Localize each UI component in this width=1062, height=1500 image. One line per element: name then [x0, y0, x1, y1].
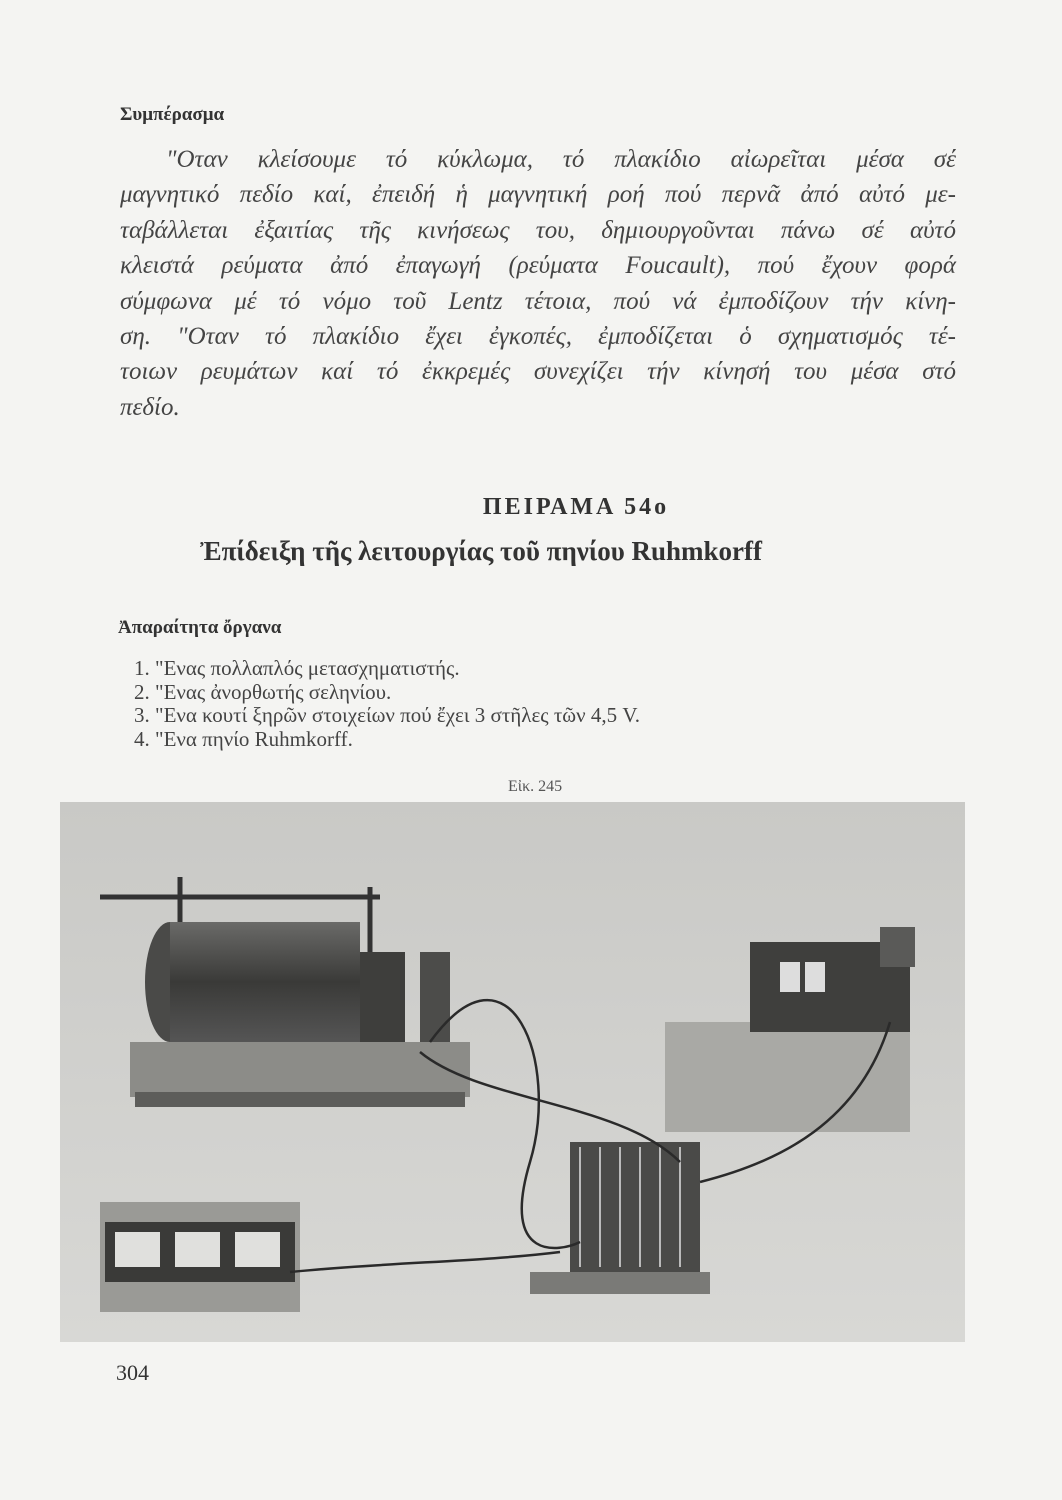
figure-caption: Εἰκ. 245 — [508, 778, 563, 795]
paragraph-line: κλειστά ρεύματα ἀπό ἐπαγωγή (ρεύματα Foucault), πού ἔχουν φορά — [120, 252, 956, 280]
requirements-heading: Ἀπαραίτητα ὄργανα — [118, 617, 282, 638]
paragraph-line: μαγνητικό πεδίο καί, ἐπειδή ἡ μαγνητική ροή πού περνᾶ ἀπό αὐτό με- — [120, 181, 956, 209]
conclusion-paragraph — [120, 142, 956, 425]
paragraph-line: σύμφωνα μέ τό νόμο τοῦ Lentz τέτοια, πού νά ἐμποδίζουν τήν κίνη- — [120, 287, 956, 315]
paragraph-line: "Οταν κλείσουμε τό κύκλωμα, τό πλακίδιο αἰωρεῖται μέσα σέ — [166, 146, 956, 173]
page-number: 304 — [116, 1360, 149, 1385]
paragraph-line: ταβάλλεται ἐξαιτίας τῆς κινήσεως του, δημιουργοῦνται πάνω σέ αὐτό — [120, 216, 956, 244]
battery-box — [100, 1202, 300, 1312]
paragraph-line: ση. "Οταν τό πλακίδιο ἔχει ἐγκοπές, ἐμποδίζεται ὁ σχηματισμός τέ- — [120, 323, 956, 351]
list-item: 4. "Ενα πηνίο Ruhmkorff. — [134, 726, 353, 751]
experiment-title: ΠΕΙΡΑΜΑ 54ο — [482, 494, 670, 520]
list-item: 3. "Ενα κουτί ξηρῶν στοιχείων πού ἔχει 3 στῆλες τῶν 4,5 V. — [134, 703, 641, 727]
experiment-subtitle: Ἐπίδειξη τῆς λειτουργίας τοῦ πηνίου Ruhmkorff — [200, 536, 762, 566]
equipment-list — [134, 657, 640, 751]
apparatus-photo — [60, 802, 965, 1342]
paragraph-line: τοιων ρευμάτων καί τό ἐκκρεμές συνεχίζει τήν κίνησή του μέσα στό — [120, 358, 956, 386]
paragraph-line: πεδίο. — [120, 393, 180, 421]
list-item: 2. "Ενας ἀνορθωτής σεληνίου. — [134, 679, 392, 704]
section-heading-conclusion: Συμπέρασμα — [120, 104, 225, 125]
list-item: 1. "Ενας πολλαπλός μετασχηματιστής. — [134, 656, 460, 680]
